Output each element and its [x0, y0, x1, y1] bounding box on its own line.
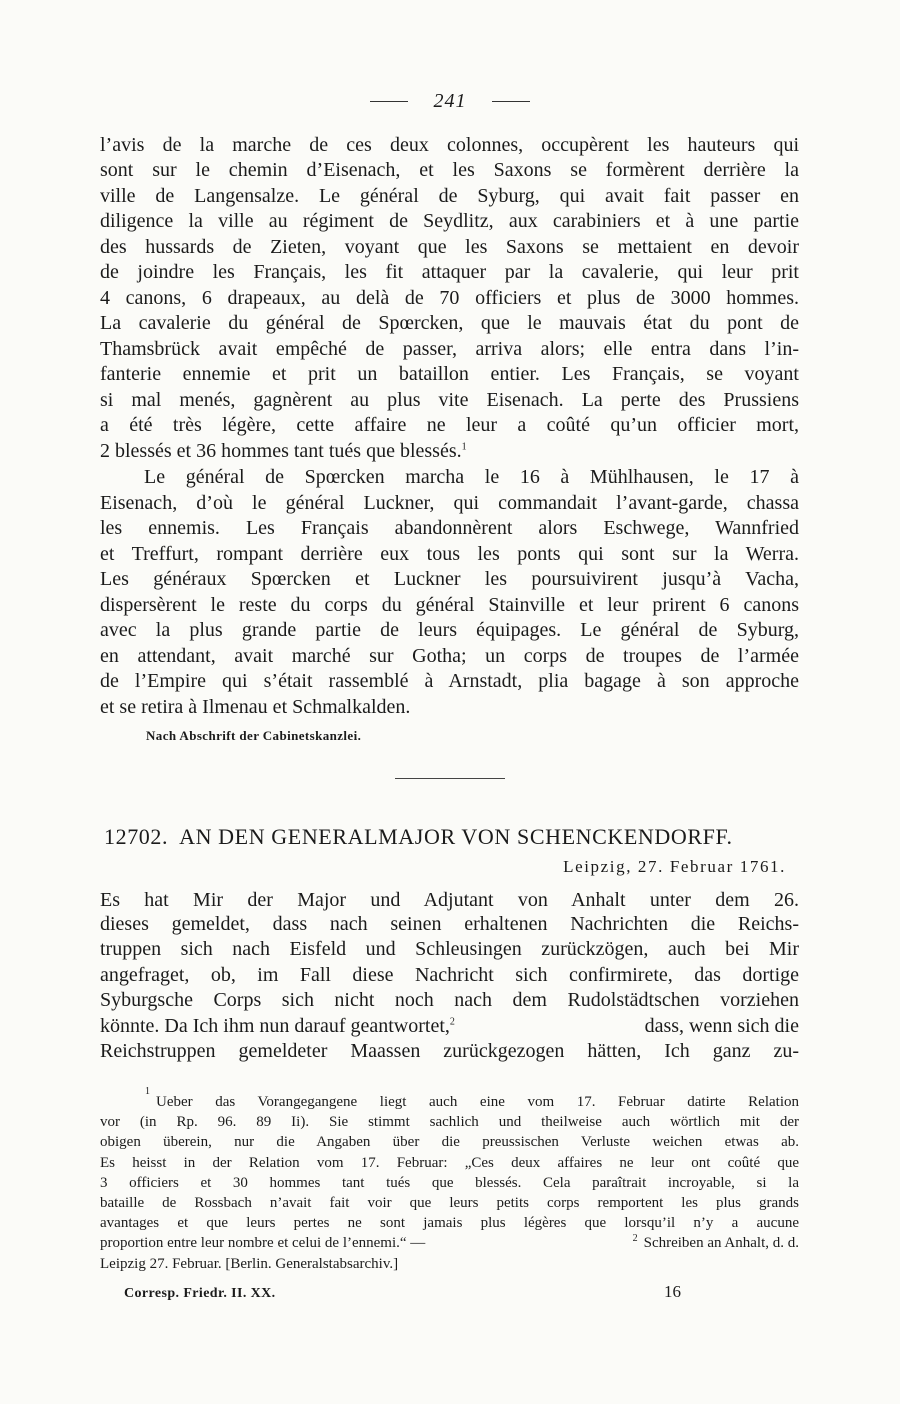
body-line: si mal menés, gagnèrent au plus vite Eisenach. La perte des Prussiens	[100, 389, 799, 411]
body-line: a été très légère, cette affaire ne leur a coûté qu’un officier mort,	[100, 414, 799, 436]
body-line-last	[100, 439, 467, 464]
footnote-line-8	[100, 1233, 799, 1253]
letter-line: Es hat Mir der Major und Adjutant von Anhalt unter dem 26.	[100, 889, 799, 911]
series-title: Corresp. Friedr. II. XX.	[124, 1286, 276, 1301]
footnote-line-8-head: proportion entre leur nombre et celui de l’ennemi.“ —	[100, 1235, 426, 1251]
footnote-line: avantages et que leurs pertes ne sont jamais plus légères que lorsqu’il n’y a aucune	[100, 1215, 799, 1231]
letter-line: dieses gemeldet, dass nach seinen erhaltenen Nachrichten die Reichs-	[100, 913, 799, 935]
body-line: Thamsbrück avait empêché de passer, arriva alors; elle entra dans l’in-	[100, 338, 799, 360]
letter-line: truppen sich nach Eisfeld und Schleusingen zurückzögen, auch bei Mir	[100, 938, 799, 960]
body-line: Eisenach, d’où le général Luckner, qui commandait l’avant-garde, chassa	[100, 492, 799, 514]
running-header	[370, 90, 530, 113]
letter-line-6-tail: dass, wenn sich die	[644, 1015, 799, 1037]
footnote-text: Ueber das Vorangegangene liegt auch eine vom 17. Februar datirte Relation	[156, 1094, 799, 1110]
body-line-text: 2 blessés et 36 hommes tant tués que blessés.	[100, 440, 462, 462]
body-line: fanterie ennemie et prit un bataillon entier. Les Français, se voyant	[100, 363, 799, 385]
footnote-line: Leipzig 27. Februar. [Berlin. Generalstabsarchiv.]	[100, 1256, 399, 1272]
letter-line-6-head	[100, 1014, 455, 1039]
body-line: sont sur le chemin d’Eisenach, et les Saxons se formèrent derrière la	[100, 159, 799, 181]
footnote-line: obigen überein, nur die Angaben über die preussischen Verluste weichen etwas ab.	[100, 1134, 799, 1150]
body-line: diligence la ville au régiment de Seydlitz, aux carabiniers et à une partie	[100, 210, 799, 232]
footnote-ref-2: 2	[449, 1016, 455, 1028]
letter-line-6-text: könnte. Da Ich ihm nun darauf geantwortet,	[100, 1015, 450, 1037]
header-dash-left	[370, 101, 408, 102]
footnote-line-8-tail-wrap	[633, 1233, 799, 1253]
body-line: et se retira à Ilmenau et Schmalkalden.	[100, 696, 411, 718]
page-number: 241	[433, 90, 467, 112]
body-line: 4 canons, 6 drapeaux, au delà de 70 officiers et plus de 3000 hommes.	[100, 287, 799, 309]
body-line: de l’Empire qui s’était rassemblé à Arnstadt, plia bagage à son approche	[100, 670, 799, 692]
section-divider	[395, 778, 505, 779]
body-line: ville de Langensalze. Le général de Syburg, qui avait fait passer en	[100, 185, 799, 207]
body-line: de joindre les Français, les fit attaquer par la cavalerie, qui leur prit	[100, 261, 799, 283]
source-note: Nach Abschrift der Cabinetskanzlei.	[146, 728, 362, 743]
body-line: avec la plus grande partie de leurs équipages. Le général de Syburg,	[100, 619, 799, 641]
footnote-line: 3 officiers et 30 hommes tant tués que blessés. Cela paraîtrait incroyable, si la	[100, 1175, 799, 1191]
letter-title: AN DEN GENERALMAJOR VON SCHENCKENDORFF.	[179, 824, 733, 849]
body-line: et Treffurt, rompant derrière eux tous les ponts qui sont sur la Werra.	[100, 543, 799, 565]
letter-number: 12702.	[104, 824, 169, 849]
header-dash-right	[492, 101, 530, 102]
body-line: dispersèrent le reste du corps du général Stainville et leur prirent 6 canons	[100, 594, 799, 616]
letter-line: Syburgsche Corps sich nicht noch nach dem Rudolstädtschen vorziehen	[100, 989, 799, 1011]
footnote-marker-2: 2	[632, 1233, 638, 1244]
body-line: La cavalerie du général de Spœrcken, que le mauvais état du pont de	[100, 312, 799, 334]
signature-mark: 16	[664, 1282, 681, 1301]
footnote-line-8-tail: Schreiben an Anhalt, d. d.	[643, 1235, 799, 1251]
footnote-marker-1: 1	[145, 1086, 150, 1097]
letter-line: Reichstruppen gemeldeter Maassen zurückgezogen hätten, Ich ganz zu-	[100, 1040, 799, 1062]
body-line: Les généraux Spœrcken et Luckner les poursuivirent jusqu’à Vacha,	[100, 568, 799, 590]
footnote-line: Es heisst in der Relation vom 17. Februar: „Ces deux affaires ne leur ont coûté que	[100, 1155, 799, 1171]
body-line: des hussards de Zieten, voyant que les Saxons se mettaient en devoir	[100, 236, 799, 258]
body-line: l’avis de la marche de ces deux colonnes, occupèrent les hauteurs qui	[100, 134, 799, 156]
letter-line-6	[100, 1014, 799, 1039]
body-line: en attendant, avait marché sur Gotha; un corps de troupes de l’armée	[100, 645, 799, 667]
letter-heading	[104, 823, 733, 851]
letter-line: angefraget, ob, im Fall diese Nachricht sich confirmirete, das dortige	[100, 964, 799, 986]
body-line: les ennemis. Les Français abandonnèrent alors Eschwege, Wannfried	[100, 517, 799, 539]
letter-dateline: Leipzig, 27. Februar 1761.	[563, 857, 786, 876]
footnote-ref-1: 1	[461, 441, 467, 453]
footnote-line: bataille de Rossbach n’avait fait voir que leurs petits corps remportent les plus grands	[100, 1195, 799, 1211]
footnote-line-1	[145, 1086, 799, 1112]
body-line: Le général de Spœrcken marcha le 16 à Mühlhausen, le 17 à	[144, 466, 799, 488]
footnote-line: vor (in Rp. 96. 89 Ii). Sie stimmt sachlich und theilweise auch wörtlich mit der	[100, 1114, 799, 1130]
